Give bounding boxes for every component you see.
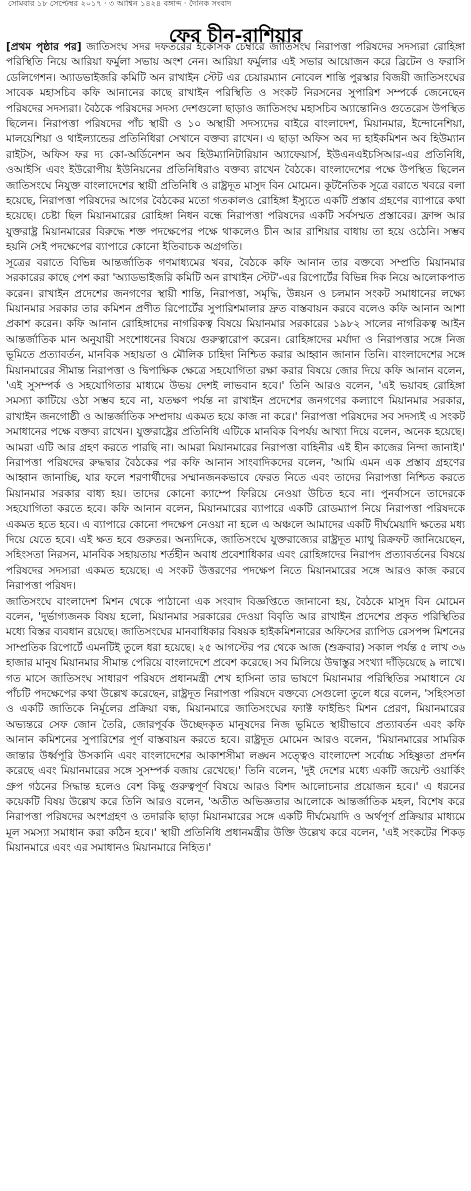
continued-from-label: [প্রথম পৃষ্ঠার পর] xyxy=(6,41,82,53)
page-top-strip: সোমবার ১৮ সেপ্টেম্বর ২০১৭ · ৩ আশ্বিন ১৪২৪ বঙ্গাব্দ · দৈনিক সংবাদ xyxy=(8,0,232,8)
article-headline: ফের চীন-রাশিয়ার xyxy=(168,24,303,47)
article-body xyxy=(6,40,465,1186)
article-paragraph-2: সূত্রের বরাতে বিভিন্ন আন্তর্জাতিক গণমাধ্যমের খবর, বৈঠকে কফি আনান তার বক্তব্যে সম্প্রতি মিয়ানমার সরকারের কাছে পেশ করা 'অ্যাডভাইজরি কমিটি অন রাখাইন স্টেট'-এর রিপোর্টের বিভিন্ন দিক নিয়ে আলোকপাত করেন। রাখাইন প্রদেশের জনগণের স্থায়ী শান্তি, নিরাপত্তা, সমৃদ্ধি, উন্নয়ন ও চলমান সংকট সমাধানের লক্ষ্যে মিয়ানমার সরকার তার কমিশন প্রণীত রিপোর্টের সুপারিশমালার দ্রুত বাস্তবায়ন করবে বলেও কফি আনান আশা প্রকাশ করেন। কফি আনান রোহিঙ্গাদের নাগরিকত্ব বিষয়ে মিয়ানমার সরকারের ১৯৮২ সালের নাগরিকত্ব আইন আন্তর্জাতিক মান অনুযায়ী সংশোধনের বিষয়ে গুরুত্বারোপ করেন। রোহিঙ্গাদের মর্যাদা ও নিরাপত্তার সঙ্গে নিজ ভূমিতে প্রত্যাবর্তন, মানবিক সহায়তা ও মৌলিক চাহিদা নিশ্চিত করার আহ্বান জানান তিনি। বাংলাদেশের সঙ্গে মিয়ানমারের সীমান্ত নিরাপত্তা ও দ্বিপাক্ষিক ক্ষেত্রে সহযোগিতা রক্ষা করার বিষয়ে জোর দিয়ে কফি আনান বলেন, 'এই সুসম্পর্ক ও সহযোগিতার মাধ্যমে উভয় দেশই লাভবান হবে।' তিনি আরও বলেন, 'এই ভয়াবহ রোহিঙ্গা সমস্যা কাটিয়ে ওঠা সম্ভব হবে না, যতক্ষণ পর্যন্ত না রাখাইন প্রদেশের জনগণের কল্যাণে মিয়ানমার সরকার, রাখাইন জনগোষ্ঠী ও আন্তর্জাতিক সম্প্রদায় একমত হয়ে কাজ না করে।' নিরাপত্তা পরিষদের সব সদস্যই এ সংকট সমাধানের পক্ষে বক্তব্য রাখেন। যুক্তরাষ্ট্রের প্রতিনিধি এটিকে মানবিক বিপর্যয় আখ্যা দিয়ে বলেন, অনেক হয়েছে। আমরা এটি আর গ্রহণ করতে পারছি না। আমরা মিয়ানমারের নিরাপত্তা বাহিনীর এই হীন কাজের নিন্দা জানাই।' নিরাপত্তা পরিষদের রুদ্ধদ্বার বৈঠকের পর কফি আনান সাংবাদিকদের বলেন, 'আমি এমন এক প্রস্তাব গ্রহণের আহ্বান জানাচ্ছি, যার ফলে শরণার্থীদের সম্মানজনকভাবে ফেরত নিতে এবং তাদের নিরাপত্তা নিশ্চিত করতে মিয়ানমার সরকার বাধ্য হয়। তাদের কোনো ক্যাম্পে ফিরিয়ে নেওয়া উচিত হবে না। পুনর্বাসনে তাদেরকে সহযোগিতা করতে হবে। কফি আনান বলেন, মিয়ানমারের ব্যাপারে একটি রোডম্যাপ নিয়ে নিরাপত্তা পরিষদকে একমত হতে হবে। এ ব্যাপারে কোনো পদক্ষেপ নেওয়া না হলে এ অঞ্চলে আমাদের একটি দীর্ঘমেয়াদি ক্ষতের মধ্য দিয়ে যেতে হবে। এই ক্ষত হবে গুরুতর। অন্যদিকে, জাতিসংঘে যুক্তরাজ্যের রাষ্ট্রদূত ম্যাথু রিক্রফট জানিয়েছেন, সহিংসতা নিরসন, মানবিক সহায়তায় শর্তহীন অবাধ প্রবেশাধিকার এবং রোহিঙ্গাদের নিরাপদ প্রত্যাবর্তনের বিষয়ে পরিষদের সদস্যরা একমত হয়েছে। এ সংকট উত্তরণের পদক্ষেপ নিতে মিয়ানমারের সঙ্গে আরও কাজ করবে নিরাপত্তা পরিষদ। xyxy=(6,256,465,593)
article-paragraph-1 xyxy=(6,40,465,256)
paragraph-text: জাতিসংঘ সদর দফতরের ইকোসক চেম্বারে জাতিসংঘ নিরাপত্তা পরিষদের সদস্যরা রোহিঙ্গা পরিস্থিতি নিয়ে আরিয়া ফর্মুলা সভায় অংশ নেন। আরিয়া ফর্মুলার এই সভার আয়োজন করে ব্রিটেন ও ফরাসি ডেলিগেশন। অ্যাডভাইজরি কমিটি অন রাখাইন স্টেট এর চেয়ারম্যান নোবেল শান্তি পুরস্কার বিজয়ী জাতিসংঘের সাবেক মহাসচিব কফি আনানের কাছে রাখাইন পরিস্থিতি ও সংকট নিরসনের সুপারিশ সম্পর্কে জেনেছেন পরিষদের সদস্যরা। বৈঠকে পরিষদের সদস্য দেশগুলো ছাড়াও জাতিসংঘ মহাসচিব অ্যান্তোনিও গুতেরেস উপস্থিত ছিলেন। নিরাপত্তা পরিষদের পাঁচ স্থায়ী ও ১০ অস্থায়ী সদস্যদের বাইরে বাংলাদেশ, মিয়ানমার, ইন্দোনেশিয়া, মালয়েশিয়া ও থাইল্যান্ডের প্রতিনিধিরা সেখানে বক্তব্য রাখেন। এ ছাড়া অফিস অব দ্য হাইকমিশন অব হিউম্যান রাইটস, অফিস ফর দ্য কো-অর্ডিনেশন অব হিউম্যানিটারিয়ান অ্যাফেয়ার্স, ইউএনএইচসিআর-এর প্রতিনিধি, ওআইসি এবং ইউরোপীয় ইউনিয়নের প্রতিনিধিরাও বক্তব্য রাখেন বৈঠকে। বাংলাদেশের পক্ষে উপস্থিত ছিলেন জাতিসংঘে নিযুক্ত বাংলাদেশের স্থায়ী প্রতিনিধি ও রাষ্ট্রদূত মাসুদ বিন মোমেন। কূটনৈতিক সূত্রে বরাতে খবরে বলা হয়েছে, নিরাপত্তা পরিষদের আগের বৈঠকের মতো গতকালও রোহিঙ্গা ইস্যুতে একটি প্রস্তাব গ্রহণের ব্যাপারে কথা হয়েছে। চেষ্টা ছিল মিয়ানমারের রোহিঙ্গা নিধন বন্ধে নিরাপত্তা পরিষদের একটি সর্বসম্মত প্রস্তাবের। ফ্রান্স আর যুক্তরাষ্ট্র মিয়ানমারের বিরুদ্ধে শক্ত পদক্ষেপের পক্ষে থাকলেও চীন আর রাশিয়ার বাধায় তা হয়ে ওঠেনি। সম্ভব হয়নি সেই পদক্ষেপের ব্যাপারে কোনো ইতিবাচক অগ্রগতি। xyxy=(6,41,465,254)
article-paragraph-3: জাতিসংঘে বাংলাদেশ মিশন থেকে পাঠানো এক সংবাদ বিজ্ঞপ্তিতে জানানো হয়, বৈঠকে মাসুদ বিন মোমেন বলেন, 'দুর্ভাগ্যজনক বিষয় হলো, মিয়ানমার সরকারের দেওয়া বিবৃতি আর রাখাইন প্রদেশের প্রকৃত পরিস্থিতির মধ্যে বিস্তর ব্যবধান রয়েছে। জাতিসংঘের মানবাধিকার বিষয়ক হাইকমিশনারের অফিসের র‌্যাপিড রেসপন্স মিশনের সাম্প্রতিক রিপোর্টে এমনটিই তুলে ধরা হয়েছে। ২৫ আগস্টের পর থেকে আজ (শুক্রবার) সকাল পর্যন্ত ৫ লাখ ৩৬ হাজার মানুষ মিয়ানমার সীমান্ত পেরিয়ে বাংলাদেশে প্রবেশ করেছে। সব মিলিয়ে উদ্বাস্তুর সংখ্যা দাঁড়িয়েছে ৯ লাখে। গত মাসে জাতিসংঘ সাধারণ পরিষদে প্রধানমন্ত্রী শেখ হাসিনা তার ভাষণে মিয়ানমার পরিস্থিতির সমাধানে যে পাঁচটি পদক্ষেপের কথা উল্লেখ করেছেন, রাষ্ট্রদূত নিরাপত্তা পরিষদে বক্তব্যে সেগুলো তুলে ধরে বলেন, 'সহিংসতা ও একটি জাতিকে নির্মূলের প্রক্রিয়া বন্ধ, মিয়ানমারে জাতিসংঘের ফ্যাক্ট ফাইন্ডিং মিশন প্রেরণ, মিয়ানমারের অভ্যন্তরে সেফ জোন তৈরি, জোরপূর্বক উচ্ছেদকৃত মানুষদের নিজ ভূমিতে স্থায়ীভাবে প্রত্যাবর্তন এবং কফি আনান কমিশনের সুপারিশের পূর্ণ বাস্তবায়ন করতে হবে। রাষ্ট্রদূত মোমেন আরও বলেন, 'মিয়ানমারের সামরিক জান্তার উর্ধ্বপূরি উসকানি এবং বাংলাদেশের আকাশসীমা লঙ্ঘন সত্ত্বেও বাংলাদেশ সর্বোচ্চ সহিষ্ণুতা প্রদর্শন করেছে এবং মিয়ানমারের সঙ্গে সুসম্পর্ক বজায় রেখেছে।' তিনি বলেন, 'দুই দেশের মধ্যে একটি জয়েন্ট ওয়ার্কিং গ্রুপ গঠনের সিদ্ধান্ত হলেও বেশ কিছু গুরুত্বপূর্ণ বিষয়ে আরও বিশদ আলোচনার প্রয়োজন হবে।' এ ধরনের কয়েকটি বিষয় উল্লেখ করে তিনি আরও বলেন, 'অতীত অভিজ্ঞতার আলোকে আন্তর্জাতিক মহল, বিশেষ করে নিরাপত্তা পরিষদের অংশগ্রহণ ও তদারকি ছাড়া মিয়ানমারের সঙ্গে একটি দীর্ঘমেয়াদি ও অর্থপূর্ণ প্রক্রিয়ার মাধ্যমে মূল সমস্যা সমাধান করা কঠিন হবে।' স্থায়ী প্রতিনিধি প্রধানমন্ত্রীর উক্তি উল্লেখ করে বলেন, 'এই সংকটের শিকড় মিয়ানমারে এবং এর সমাধানও মিয়ানমারে নিহিত।' xyxy=(6,595,465,855)
